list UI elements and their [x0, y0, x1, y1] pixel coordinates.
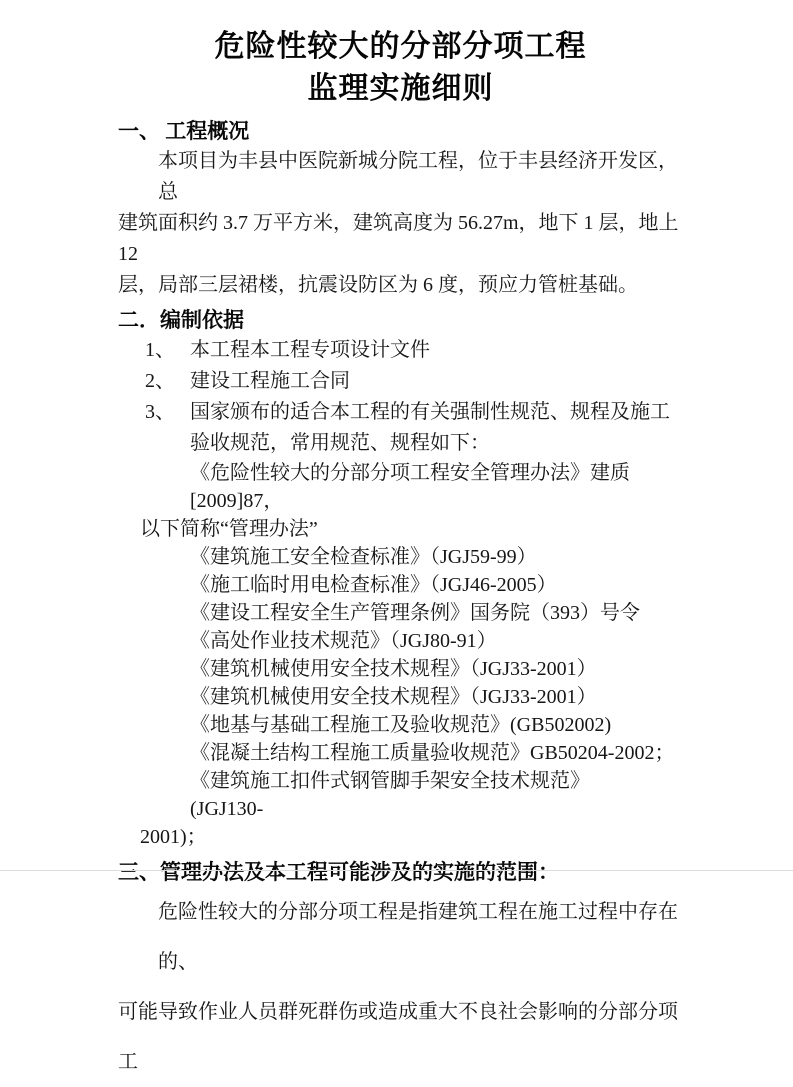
- paragraph-line: 可能导致作业人员群死群伤或造成重大不良社会影响的分部分项工: [118, 1001, 678, 1073]
- regulation-line: 《混凝土结构工程施工质量验收规范》GB50204-2002；: [190, 742, 675, 764]
- item-text: 建设工程施工合同: [190, 370, 350, 392]
- section3-paragraph: [118, 887, 683, 1087]
- item-number: 3、: [145, 401, 175, 423]
- ordered-item: [118, 397, 683, 459]
- regulation-line: 以下简称“管理办法”: [140, 518, 318, 540]
- section1-paragraph: [118, 146, 683, 301]
- paragraph-line: 危险性较大的分部分项工程是指建筑工程在施工过程中存在的、: [158, 901, 678, 973]
- section3-heading: 三、管理办法及本工程可能涉及的实施的范围：: [118, 860, 559, 884]
- item-number: 2、: [145, 370, 175, 392]
- regulation-line: 《建筑机械使用安全技术规程》（JGJ33-2001）: [190, 658, 597, 680]
- item-number: 1、: [145, 339, 175, 361]
- doc-title: [118, 26, 683, 110]
- title-line-2: 监理实施细则: [307, 72, 494, 105]
- regulation-line: 《危险性较大的分部分项工程安全管理办法》建质[2009]87，: [190, 462, 630, 512]
- item-text: 国家颁布的适合本工程的有关强制性规范、规程及施工验收规范，常用规范、规程如下：: [190, 401, 670, 454]
- title-line-1: 危险性较大的分部分项工程: [214, 30, 587, 63]
- regulation-line: 《建筑施工扣件式钢管脚手架安全技术规范》 (JGJ130-: [190, 770, 620, 820]
- regulation-list: [118, 459, 683, 851]
- section1-heading: 一、 工程概况: [118, 119, 250, 143]
- item-text: 本工程本工程专项设计文件: [190, 339, 430, 361]
- paragraph-line: 层，局部三层裙楼，抗震设防区为 6 度，预应力管桩基础。: [118, 274, 638, 296]
- paragraph-line: 建筑面积约 3.7 万平方米，建筑高度为 56.27m，地下 1 层，地上 12: [118, 212, 679, 265]
- ordered-item: [118, 366, 683, 397]
- ordered-item: [118, 335, 683, 366]
- page-bottom-edge: [0, 870, 793, 871]
- paragraph-line: 本项目为丰县中医院新城分院工程，位于丰县经济开发区，总: [158, 150, 678, 203]
- section2-list: [118, 335, 683, 459]
- regulation-line: 2001)；: [140, 826, 207, 848]
- regulation-line: 《高处作业技术规范》（JGJ80-91）: [190, 630, 497, 652]
- section2-heading: 二．编制依据: [118, 308, 244, 332]
- regulation-line: 《施工临时用电检查标准》（JGJ46-2005）: [190, 574, 557, 596]
- regulation-line: 《建筑机械使用安全技术规程》（JGJ33-2001）: [190, 686, 597, 708]
- regulation-line: 《建设工程安全生产管理条例》国务院（393）号令: [190, 602, 640, 624]
- regulation-line: 《地基与基础工程施工及验收规范》(GB502002): [190, 714, 612, 736]
- regulation-line: 《建筑施工安全检查标准》（JGJ59-99）: [190, 546, 537, 568]
